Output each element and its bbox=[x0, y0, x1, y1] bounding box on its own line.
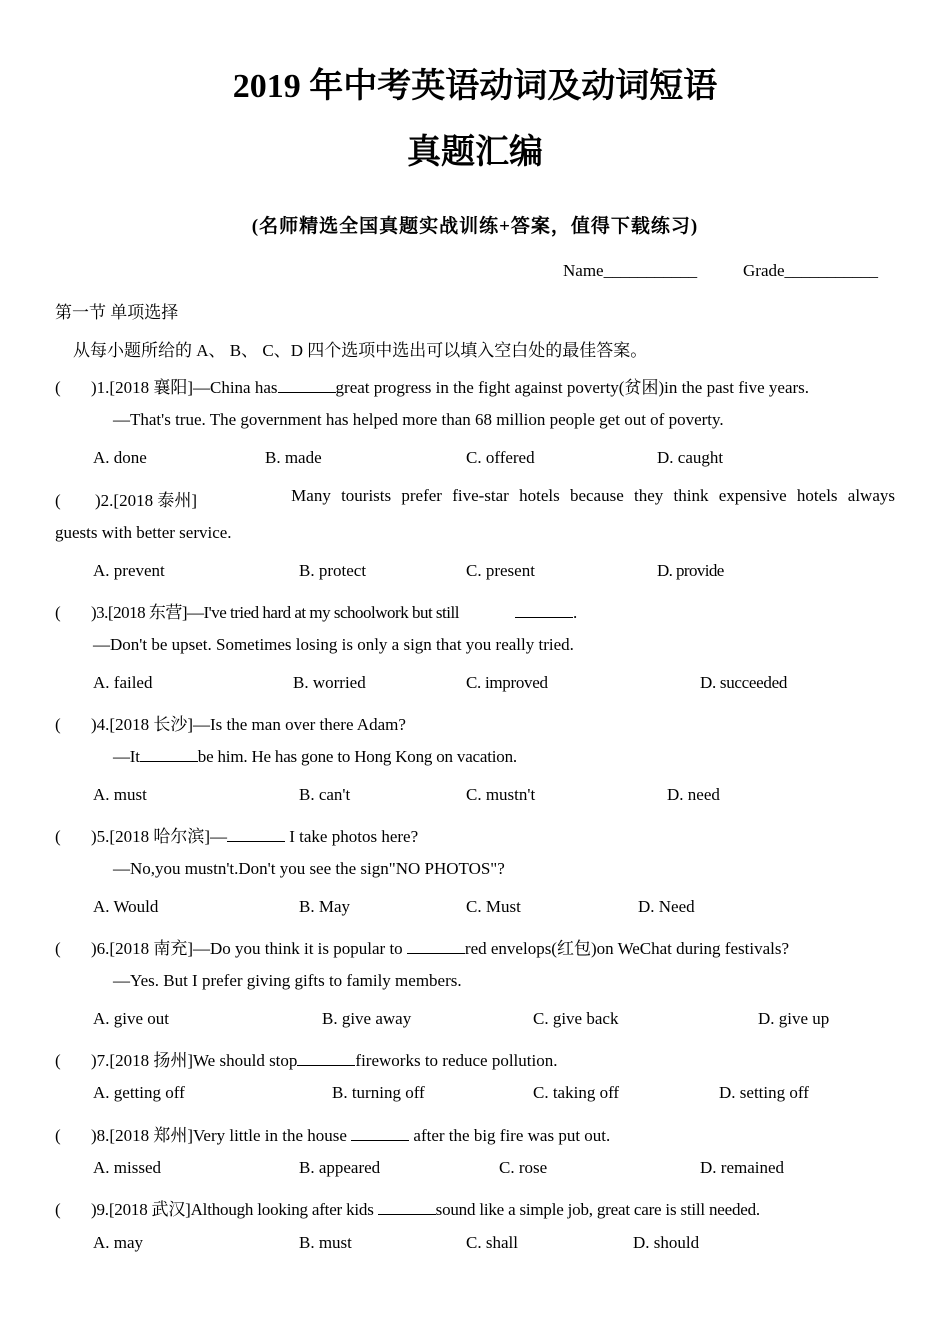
answer-blank bbox=[227, 827, 285, 842]
q6-option-a: A. give out bbox=[93, 1009, 170, 1028]
question-5-reply: —No,you mustn't.Don't you see the sign"NO PHOTOS"? bbox=[113, 859, 505, 878]
q5-option-b: B. May bbox=[299, 897, 350, 916]
document-title-line1: 2019 年中考英语动词及动词短语 bbox=[232, 68, 718, 105]
answer-paren-9[interactable]: ( bbox=[55, 1200, 61, 1219]
answer-blank bbox=[297, 1051, 355, 1066]
q4-option-b: B. can't bbox=[299, 785, 351, 804]
q1-option-b: B. made bbox=[265, 448, 322, 467]
answer-paren-3[interactable]: ( bbox=[55, 603, 61, 622]
q7-option-d: D. setting off bbox=[719, 1083, 809, 1102]
q9-option-c: C. shall bbox=[466, 1233, 518, 1252]
q4-option-c: C. mustn't bbox=[466, 785, 536, 804]
answer-paren-7[interactable]: ( bbox=[55, 1051, 61, 1070]
q1-option-d: D. caught bbox=[657, 448, 724, 467]
question-3-reply: —Don't be upset. Sometimes losing is only a sign that you really tried. bbox=[93, 635, 574, 654]
answer-paren-6[interactable]: ( bbox=[55, 939, 61, 958]
answer-paren-1[interactable]: ( bbox=[55, 378, 61, 397]
q9-option-a: A. may bbox=[93, 1233, 144, 1252]
q7-option-b: B. turning off bbox=[332, 1083, 425, 1102]
q3-option-c: C. improved bbox=[466, 673, 548, 692]
q1-option-a: A. done bbox=[93, 448, 147, 467]
question-2-stem-cont: guests with better service. bbox=[55, 523, 232, 542]
answer-blank bbox=[407, 939, 465, 954]
question-7-stem: ( )7.[2018 扬州]We should stop fireworks to reduce pollution. bbox=[55, 1051, 558, 1070]
q7-option-c: C. taking off bbox=[533, 1083, 620, 1102]
question-4-reply: —It be him. He has gone to Hong Kong on vacation. bbox=[113, 747, 517, 766]
grade-field-label: Grade___________ bbox=[743, 261, 879, 280]
answer-blank bbox=[351, 1126, 409, 1141]
q5-option-d: D. Need bbox=[638, 897, 695, 916]
q8-option-c: C. rose bbox=[499, 1158, 548, 1177]
question-1-reply: —That's true. The government has helped more than 68 million people get out of poverty. bbox=[113, 410, 724, 429]
section-instruction: 从每小题所给的 A、 B、 C、D 四个选项中选出可以填入空白处的最佳答案。 bbox=[73, 341, 648, 360]
answer-paren-8[interactable]: ( bbox=[55, 1126, 61, 1145]
q6-option-c: C. give back bbox=[533, 1009, 619, 1028]
q5-option-c: C. Must bbox=[466, 897, 521, 916]
question-5-stem: ( )5.[2018 哈尔滨]— I take photos here? bbox=[55, 827, 419, 846]
question-6-reply: —Yes. But I prefer giving gifts to family members. bbox=[113, 971, 462, 990]
q5-option-a: A. Would bbox=[93, 897, 159, 916]
answer-blank bbox=[378, 1200, 436, 1215]
q3-option-d: D. succeeded bbox=[700, 673, 788, 692]
question-2-stem: ( )2.[2018 泰州] Many tourists prefer five-star hotels because they think expensive hotels always bbox=[55, 486, 895, 510]
answer-paren-4[interactable]: ( bbox=[55, 715, 61, 734]
q4-option-a: A. must bbox=[93, 785, 147, 804]
answer-blank bbox=[140, 747, 198, 762]
answer-paren-5[interactable]: ( bbox=[55, 827, 61, 846]
q6-option-b: B. give away bbox=[322, 1009, 412, 1028]
q1-option-c: C. offered bbox=[466, 448, 535, 467]
question-3-stem: ( )3.[2018 东营]—I've tried hard at my schoolwork but still . bbox=[55, 603, 577, 622]
q9-option-d: D. should bbox=[633, 1233, 700, 1252]
question-9-stem: ( )9.[2018 武汉]Although looking after kids sound like a simple job, great care is still needed. bbox=[55, 1200, 760, 1219]
q3-option-b: B. worried bbox=[293, 673, 366, 692]
document-subtitle: (名师精选全国真题实战训练+答案，值得下载练习) bbox=[251, 216, 699, 237]
q8-option-d: D. remained bbox=[700, 1158, 785, 1177]
answer-blank bbox=[515, 603, 573, 618]
section-heading: 第一节 单项选择 bbox=[55, 303, 179, 322]
answer-paren-2[interactable]: ( )2.[2018 泰州] bbox=[55, 491, 197, 510]
name-field-label: Name___________ bbox=[563, 261, 698, 280]
q4-option-d: D. need bbox=[667, 785, 720, 804]
q9-option-b: B. must bbox=[299, 1233, 352, 1252]
q6-option-d: D. give up bbox=[758, 1009, 830, 1028]
question-6-stem: ( )6.[2018 南充]—Do you think it is popular to red envelops(红包)on WeChat during festivals? bbox=[55, 939, 789, 958]
answer-blank bbox=[278, 378, 336, 393]
q2-option-d: D. provide bbox=[657, 561, 724, 580]
document-title-line2: 真题汇编 bbox=[407, 134, 543, 171]
q2-option-c: C. present bbox=[466, 561, 535, 580]
q8-option-a: A. missed bbox=[93, 1158, 161, 1177]
q8-option-b: B. appeared bbox=[299, 1158, 381, 1177]
question-4-stem: ( )4.[2018 长沙]—Is the man over there Adam? bbox=[55, 715, 406, 734]
q2-option-a: A. prevent bbox=[93, 561, 165, 580]
question-1-stem: ( )1.[2018 襄阳]—China has great progress in the fight against poverty(贫困)in the past five years. bbox=[55, 378, 810, 397]
q7-option-a: A. getting off bbox=[93, 1083, 185, 1102]
q2-option-b: B. protect bbox=[299, 561, 367, 580]
question-8-stem: ( )8.[2018 郑州]Very little in the house after the big fire was put out. bbox=[55, 1126, 611, 1145]
q3-option-a: A. failed bbox=[93, 673, 153, 692]
